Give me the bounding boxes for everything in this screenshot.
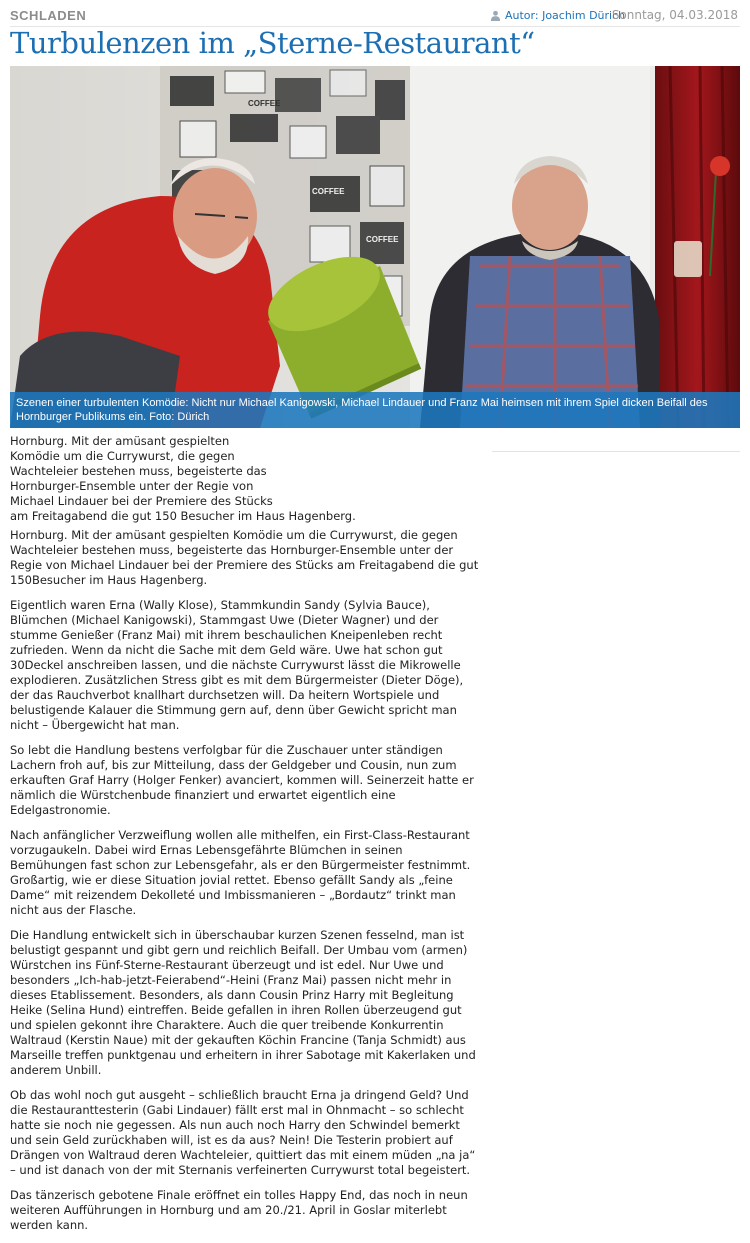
article-paragraph: So lebt die Handlung bestens verfolgbar für die Zuschauer unter ständigen Lachern froh auf, bis zur Mitteilung, dass der Geldgeber und Cousin, nun zum erkauften Graf Harry (Holger Fenker) avanciert, kommen will. Seinerzeit hatte er nämlich die Würstchenbude finanziert und erwartet eigentlich eine Edelgastronomie. [10, 743, 474, 817]
theater-scene-image [10, 66, 740, 428]
article-paragraph: Eigentlich waren Erna (Wally Klose), Stammkundin Sandy (Sylvia Bauce), Blümchen (Michael Kanigowski), Stammgast Uwe (Dieter Wagner) und der stumme Genießer (Franz Mai) mit ihrem beschaulichen Kneipenleben recht zufrieden. Wenn da nicht die Sache mit dem Geld wäre. Uwe hat schon gut 30Deckel anschreiben lassen, und die nächste Currywurst lässt die Mikrowelle explodieren. Zusätzlichen Stress gibt es mit dem Bürgermeister (Dieter Döge), der das Rauchverbot knallhart durchsetzen will. Da heitern Wortspiele und belustigende Kalauer die Stimmung gern auf, denn über Gewicht spricht man nicht – Übergewicht hat man. [10, 598, 464, 732]
teaser-line: Hornburg. Mit der amüsant gespielten [10, 434, 230, 448]
sidebar-divider [492, 451, 740, 452]
article-paragraph: Hornburg. Mit der amüsant gespielten Komödie um die Currywurst, die gegen Wachteleier bestehen muss, begeisterte das Hornburger-Ensemble unter der Regie von Michael Lindauer bei der Premiere des Stücks am Freitagabend die gut 150Besucher im Haus Hagenberg. [10, 528, 479, 587]
photo-caption: Szenen einer turbulenten Komödie: Nicht nur Michael Kanigowski, Michael Lindauer und Franz Mai heimsen mit ihrem Spiel dicken Beifall des Hornburger Publikums ein. Foto: Dürich [10, 392, 740, 428]
teaser-line: Hornburger-Ensemble unter der Regie von [10, 479, 254, 493]
teaser-line: Michael Lindauer bei der Premiere des Stücks [10, 494, 273, 508]
user-icon [490, 10, 501, 21]
author-name: Autor: Joachim Dürich [505, 9, 626, 22]
article-paragraph: Ob das wohl noch gut ausgeht – schließlich braucht Erna ja dringend Geld? Und die Restauranttesterin (Gabi Lindauer) fällt erst mal in Ohnmacht – so schlecht hatte sie noch nie gegessen. Als nun auch noch Harry den Schwindel bemerkt und sein Geld zurückhaben will, ist es da aus? Nein! Die Testerin probiert auf Drängen von Waltraud deren Wachteleier, quittiert das mit einem müden „na ja“ – und ist danach von der mit Sternanis verfeinerten Currywurst total begeistert. [10, 1088, 476, 1177]
article-photo[interactable] [10, 66, 740, 428]
article-paragraph: Die Handlung entwickelt sich in überschaubar kurzen Szenen fesselnd, man ist belustigt gespannt und gibt gern und reichlich Beifall. Der Umbau vom (armen) Würstchen ins Fünf-Sterne-Restaurant überzeugt und ist edel. Nur Uwe und besonders „Ich-hab-jetzt-Feierabend“-Heini (Franz Mai) passen nicht mehr in dieses Etablissement. Besonders, als dann Cousin Prinz Harry mit Begleitung Heike (Selina Hund) eintreffen. Beide gefallen in ihren Rollen überzeugend gut und spielen gekonnt ihre Charaktere. Auch die quer treibende Konkurrentin Waltraud (Kerstin Naue) mit der gekauften Köchin Francine (Tanja Schmidt) aus Marseille treffen punktgenau und erheitern in ihrer Sabotage mit Kakerlaken und anderem Unbill. [10, 928, 476, 1077]
article-teaser [10, 434, 450, 524]
author-link[interactable] [490, 9, 625, 22]
teaser-line: am Freitagabend die gut 150 Besucher im Haus Hagenberg. [10, 509, 356, 523]
svg-text:COFFEE: COFFEE [312, 187, 345, 196]
teaser-line: Wachteleier bestehen muss, begeisterte das [10, 464, 267, 478]
teaser-line: Komödie um die Currywurst, die gegen [10, 449, 235, 463]
article-paragraph: Nach anfänglicher Verzweiflung wollen alle mithelfen, ein First-Class-Restaurant vorzugaukeln. Dabei wird Ernas Lebensgefährte Blümchen in seinen Bemühungen fast schon zur Lebensgefahr, als er den Bürgermeister festnimmt. Großartig, wie er diese Situation jovial rettet. Ebenso gefällt Sandy als „feine Dame“ mit reizendem Dekolleté und Imbissmanieren – „Bordautz“ trinkt man nicht aus der Flasche. [10, 828, 471, 917]
svg-text:COFFEE: COFFEE [366, 235, 399, 244]
svg-text:COFFEE: COFFEE [248, 99, 281, 108]
article-paragraph: Das tänzerisch gebotene Finale eröffnet ein tolles Happy End, das noch in neun weiteren Aufführungen in Hornburg und am 20./21. April in Goslar miterlebt werden kann. [10, 1188, 468, 1232]
publish-date: Sonntag, 04.03.2018 [611, 8, 738, 22]
article-body [10, 528, 480, 1243]
article-meta-bar [10, 6, 740, 27]
category-label[interactable]: SCHLADEN [10, 8, 87, 23]
article-headline: Turbulenzen im „Sterne-Restaurant“ [10, 26, 535, 60]
